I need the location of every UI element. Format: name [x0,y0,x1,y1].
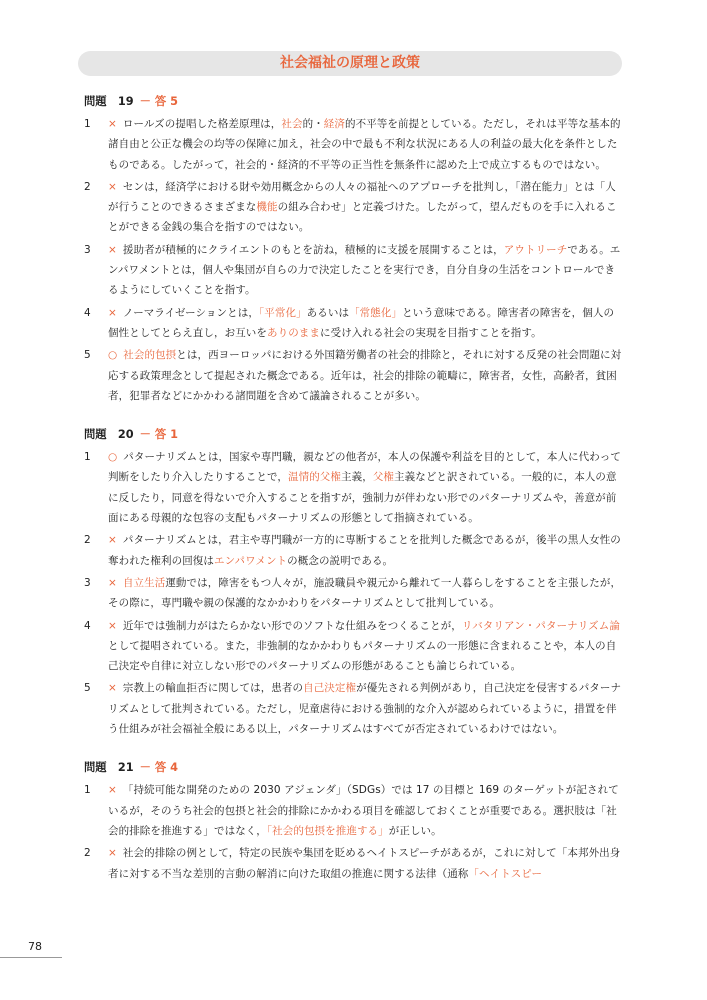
item-number: 2 [84,847,91,860]
problem-block [84,759,624,883]
explanation-text: 援助者が積極的にクライエントのもとを訪ね，積極的に支援を展開することは， [122,243,504,256]
answer-item [84,573,624,614]
explanation-text: あるいは [306,306,350,319]
explanation-text: 主義， [341,471,373,484]
explanation-text: の概念の説明である。 [287,554,394,567]
problem-block [84,426,624,739]
explanation-text: 「持続可能な開発のための 2030 アジェンダ」（SDGs）では 17 の目標と 169 のターゲットが記されているが，そのうち社会的包摂と社会的排除にかかわる項目を確認しておくことが重要である。選択肢は「社会的排除を推進する」ではなく， [108,784,619,837]
incorrect-mark: × [108,306,117,319]
item-number: 3 [84,243,91,256]
highlight-term: ありのまま [267,326,320,339]
item-number: 5 [84,349,91,362]
explanation-text: とは，西ヨーロッパにおける外国籍労働者の社会的排除と，それに対する反発の社会問題に対応する政策理念として提起された概念である。近年は，社会的排除の範疇に，障害者，女性，高齢者，貧困者，犯罪者などにかかわる諸問題を含めて議論されることが多い。 [108,349,622,402]
correct-mark: ○ [108,451,118,464]
explanation-text: ノーマライゼーションとは， [122,306,259,319]
item-number: 1 [84,451,91,464]
answer-label: － 答 5 [139,95,178,108]
item-number: 2 [84,180,91,193]
explanation-text: が優先される判例があり，自己決定を侵害するパターナリズムとして批判されている。ただし，児童虐待における強制的な介入が認められているように，措置を伴う仕組みが社会福祉全般にある以上，パターナリズムはすべてが否定されているわけではない。 [108,682,622,736]
explanation-text: ロールズの提唱した格差原理は， [122,118,282,130]
answer-item [84,447,624,528]
highlight-term: リバタリアン・パターナリズム論 [461,619,620,632]
answer-label: － 答 1 [139,428,178,442]
explanation-text: 宗教上の輸血拒否に関しては，患者の [122,682,304,695]
item-number: 1 [84,784,91,797]
highlight-term: 「ヘイトスピー [468,867,543,880]
problem-label: 問題 19 [84,95,134,108]
highlight-term: エンパワメント [214,554,288,567]
incorrect-mark: × [108,576,117,589]
incorrect-mark: × [108,619,117,632]
highlight-term: 機能 [256,201,278,214]
highlight-term: 自己決定権 [303,682,357,695]
answer-item [84,616,624,677]
incorrect-mark: × [108,534,117,547]
explanation-text: の組み合わせ」と定義づけた。したがって，望んだものを手に入れることができる金銭の集合を指すのではない。 [108,201,617,234]
highlight-term: 「常態化」 [349,306,403,319]
answer-label: － 答 4 [139,761,178,775]
item-number: 1 [84,118,91,130]
highlight-term: 「社会的包摂を推進する」 [266,824,389,837]
problem-label: 問題 20 [84,428,134,442]
explanation-text: 的不平等を前提としている。ただし，それは平等な基本的諸自由と公正な機会の均等の保障に加え，社会の中で最も不利な状況にある人の利益の最大化を条件としたものである。したがって，社会的・経済的不平等の正当性を無条件に認めた上で成立するものではない。 [108,118,621,171]
incorrect-mark: × [108,118,117,130]
item-number: 3 [84,576,91,589]
incorrect-mark: × [108,682,117,695]
explanation-text: に受け入れる社会の実現を目指すことを指す。 [320,326,542,339]
explanation-text: 運動では，障害をもつ人々が，施設職員や親元から離れて一人暮らしをすることを主張したが，その際に，専門職や親の保護的なかかわりをパターナリズムとして批判している。 [108,576,622,610]
incorrect-mark: × [108,243,117,256]
problem-block [84,93,624,406]
answer-item [84,678,624,739]
explanation-text: 近年では強制力がはたらかない形でのソフトな仕組みをつくることが， [122,619,462,632]
answer-item [84,530,624,571]
problem-title [84,759,624,776]
item-number: 5 [84,682,91,695]
highlight-term: 自立生活 [122,576,166,589]
problem-title [84,93,624,110]
explanation-text: パターナリズムとは，君主や専門職が一方的に専断することを批判した概念であるが，後半の黒人女性の奪われた権利の回復は [108,534,621,567]
explanation-text: という意味である。障害者の障害を，個人の個性としてとらえ直し，お互いを [108,306,615,339]
problem-title [84,426,624,443]
highlight-term: 父権 [372,471,395,484]
highlight-term: 社会的包摂 [123,349,177,362]
footer-divider [0,957,62,958]
page-number: 78 [28,940,42,953]
section-title: 社会福祉の原理と政策 [280,55,420,71]
highlight-term: 温情的父権 [288,471,341,484]
explanation-text: センは，経済学における財や効用概念からの人々の福祉へのアプローチを批判し，「潜在能力」とは「人が行うことのできるさまざまな [108,180,616,214]
correct-mark: ○ [108,349,118,362]
answer-item [84,780,624,841]
item-number: 2 [84,534,91,547]
explanation-text: 主義などと訳されている。一般的に，本人の意に反したり，同意を得ないで介入することを指すが，強制力が伴わない形でのパターナリズムや，善意が前面にある母親的な包容の支配もパターナリズムの形態として指摘されている。 [108,471,617,525]
answer-item [84,843,624,884]
answer-item [84,177,624,238]
highlight-term: 「平常化」 [258,306,307,319]
answer-item [84,114,624,175]
item-number: 4 [84,306,91,319]
explanation-text: パターナリズムとは，国家や専門職，親などの他者が，本人の保護や利益を目的として，本人に代わって判断をしたり介入したりすることで， [108,451,621,484]
answer-item [84,303,624,344]
answer-item [84,240,624,301]
incorrect-mark: × [108,180,117,193]
item-number: 4 [84,619,91,632]
explanation-text: 的・ [302,118,324,130]
explanation-text: 社会的排除の例として，特定の民族や集団を貶めるヘイトスピーチがあるが，これに対して「本邦外出身者に対する不当な差別的言動の解消に向けた取組の推進に関する法律（通称 [108,847,621,880]
highlight-term: 社会 [281,118,303,130]
problem-label: 問題 21 [84,761,134,775]
highlight-term: 経済 [323,118,345,130]
answer-item [84,345,624,406]
explanation-text: である。エンパワメントとは，個人や集団が自らの力で決定したことを実行でき，自分自身の生活をコントロールできるようにしていくことを指す。 [108,243,621,297]
explanation-text: が正しい。 [388,824,442,837]
section-header [78,51,622,76]
incorrect-mark: × [108,847,117,860]
incorrect-mark: × [108,784,117,797]
highlight-term: アウトリーチ [503,243,568,256]
answer-content [84,93,624,904]
explanation-text: として提唱されている。また，非強制的なかかわりもパターナリズムの一形態に含まれることや，本人の自己決定や自律に対立しない形でのパターナリズムの形態があることも論じられている。 [108,639,617,673]
